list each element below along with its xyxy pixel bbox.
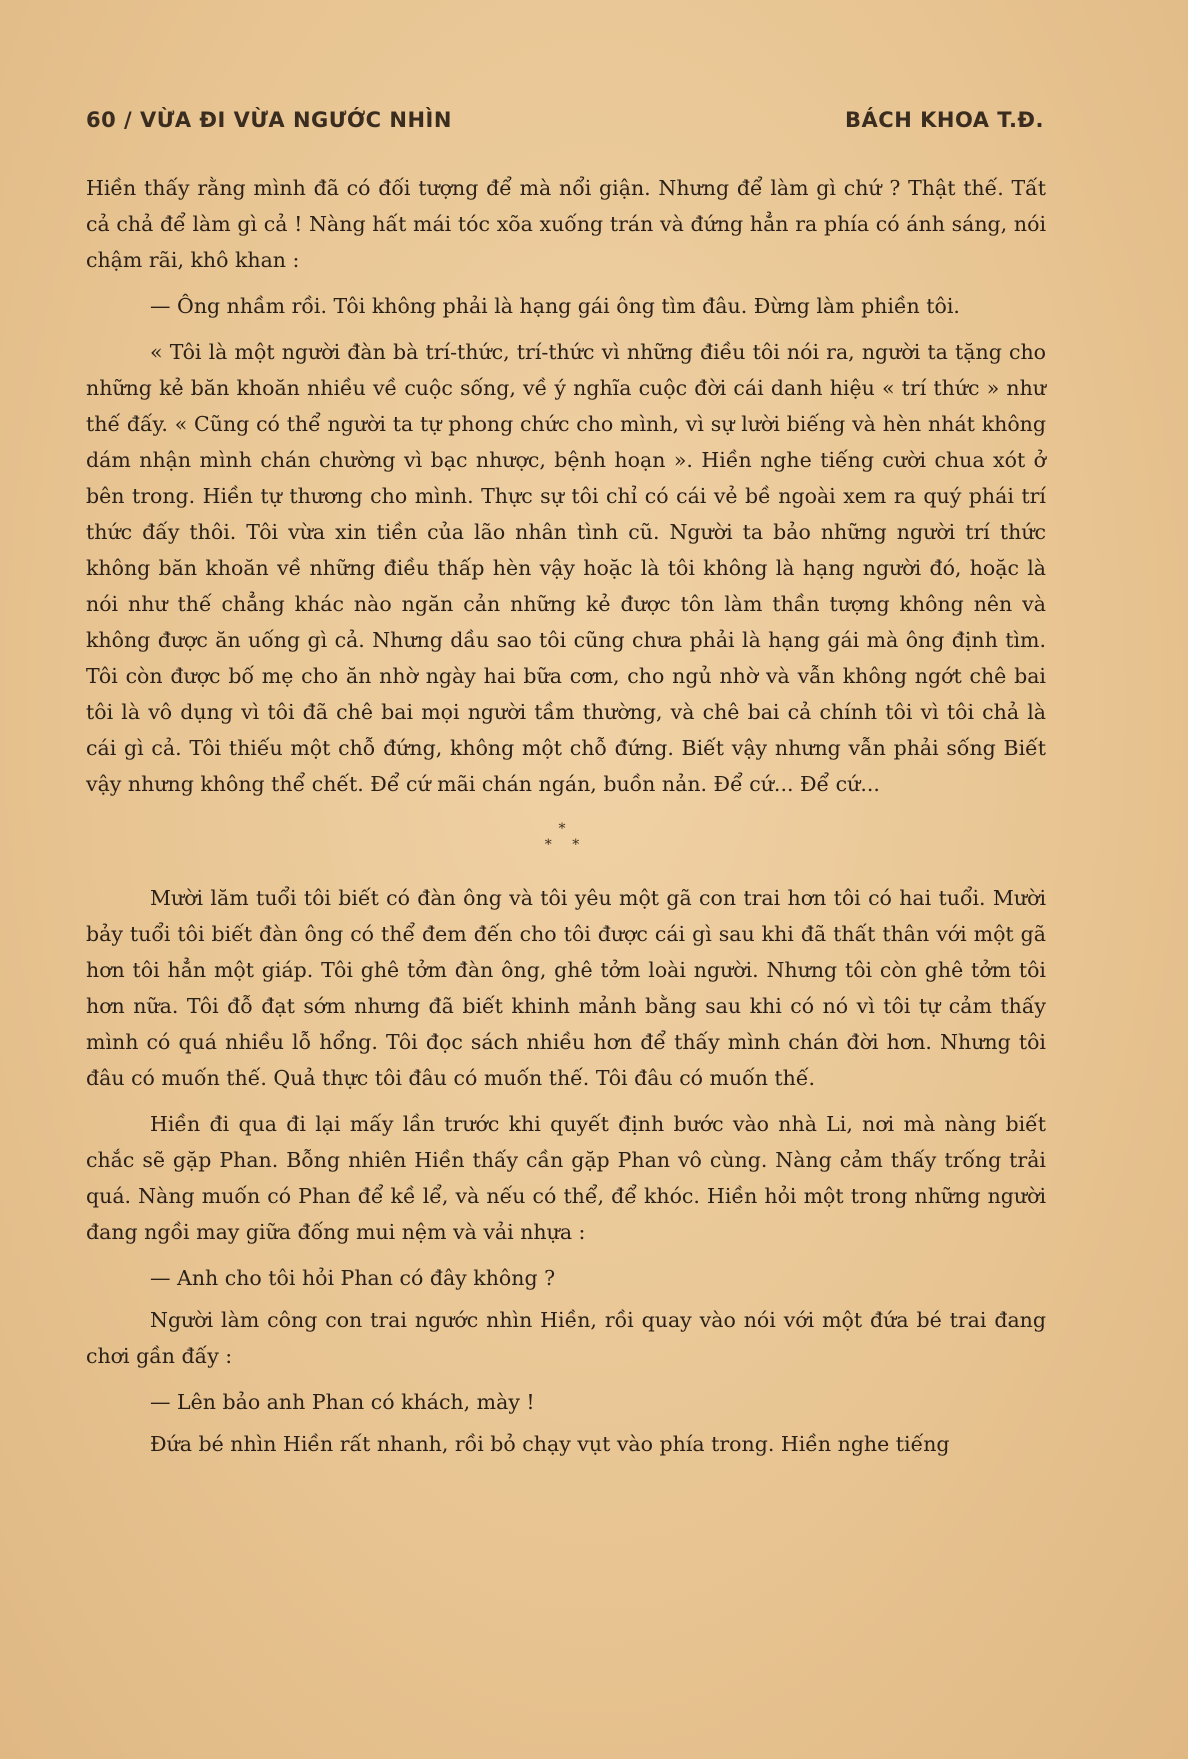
page-header <box>86 108 1044 142</box>
page-number-and-title: 60 / VỪA ĐI VỪA NGƯỚC NHÌN <box>86 108 452 132</box>
paragraph: Đứa bé nhìn Hiền rất nhanh, rồi bỏ chạy vụt vào phía trong. Hiền nghe tiếng <box>150 1432 950 1456</box>
dialogue-line: — Lên bảo anh Phan có khách, mày ! <box>150 1390 535 1414</box>
paragraph: « Tôi là một người đàn bà trí-thức, trí-thức vì những điều tôi nói ra, người ta tặng cho những kẻ băn khoăn nhiều về cuộc sống, về ý nghĩa cuộc đời cái danh hiệu « trí thức » như thế đấy. « Cũng có thể người ta tự phong chức cho mình, vì sự lười biếng và hèn nhát không dám nhận mình chán chường vì bạc nhược, bệnh hoạn ». Hiền nghe tiếng cười chua xót ở bên trong. Hiền tự thương cho mình. Thực sự tôi chỉ có cái vẻ bề ngoài xem ra quý phái trí thức đấy thôi. Tôi vừa xin tiền của lão nhân tình cũ. Người ta bảo những người trí thức không băn khoăn về những điều thấp hèn vậy hoặc là tôi không là hạng người đó, hoặc là nói như thế chẳng khác nào ngăn cản những kẻ được tôn làm thần tượng không nên và không được ăn uống gì cả. Nhưng dầu sao tôi cũng chưa phải là hạng gái mà ông định tìm. Tôi còn được bố mẹ cho ăn nhờ ngày hai bữa cơm, cho ngủ nhờ và vẫn không ngớt chê bai tôi là vô dụng vì tôi đã chê bai mọi người tầm thường, và chê bai cả chính tôi vì tôi chả là cái gì cả. Tôi thiếu một chỗ đứng, không một chỗ đứng. Biết vậy nhưng vẫn phải sống Biết vậy nhưng không thể chết. Để cứ mãi chán ngán, buồn nản. Để cứ... Để cứ... <box>86 340 1046 796</box>
publisher-name: BÁCH KHOA T.Đ. <box>845 108 1044 132</box>
paragraph: Hiền thấy rằng mình đã có đối tượng để mà nổi giận. Nhưng để làm gì chứ ? Thật thế. Tất cả chả để làm gì cả ! Nàng hất mái tóc xõa xuống trán và đứng hẳn ra phía có ánh sáng, nói chậm rãi, khô khan : <box>86 176 1046 272</box>
dialogue-line: — Ông nhầm rồi. Tôi không phải là hạng gái ông tìm đâu. Đừng làm phiền tôi. <box>150 294 960 318</box>
dialogue-line: — Anh cho tôi hỏi Phan có đây không ? <box>150 1266 556 1290</box>
paragraph: Hiền đi qua đi lại mấy lần trước khi quyết định bước vào nhà Li, nơi mà nàng biết chắc sẽ gặp Phan. Bỗng nhiên Hiền thấy cần gặp Phan vô cùng. Nàng cảm thấy trống trải quá. Nàng muốn có Phan để kề lể, và nếu có thể, để khóc. Hiền hỏi một trong những người đang ngồi may giữa đống mui nệm và vải nhựa : <box>86 1112 1046 1244</box>
separator-stars: * * <box>544 837 588 853</box>
section-separator <box>86 822 1046 854</box>
body-text <box>86 170 1046 1472</box>
separator-star: * <box>558 821 574 837</box>
paragraph: Người làm công con trai ngước nhìn Hiền, rồi quay vào nói với một đứa bé trai đang chơi gần đấy : <box>86 1308 1046 1368</box>
paragraph: Mười lăm tuổi tôi biết có đàn ông và tôi yêu một gã con trai hơn tôi có hai tuổi. Mười bảy tuổi tôi biết đàn ông có thể đem đến cho tôi được cái gì sau khi đã thất thân với một gã hơn tôi hẳn một giáp. Tôi ghê tởm đàn ông, ghê tởm loài người. Nhưng tôi còn ghê tởm tôi hơn nữa. Tôi đỗ đạt sớm nhưng đã biết khinh mảnh bằng sau khi có nó vì tôi tự cảm thấy mình có quá nhiều lỗ hổng. Tôi đọc sách nhiều hơn để thấy mình chán đời hơn. Nhưng tôi đâu có muốn thế. Quả thực tôi đâu có muốn thế. Tôi đâu có muốn thế. <box>86 886 1046 1090</box>
